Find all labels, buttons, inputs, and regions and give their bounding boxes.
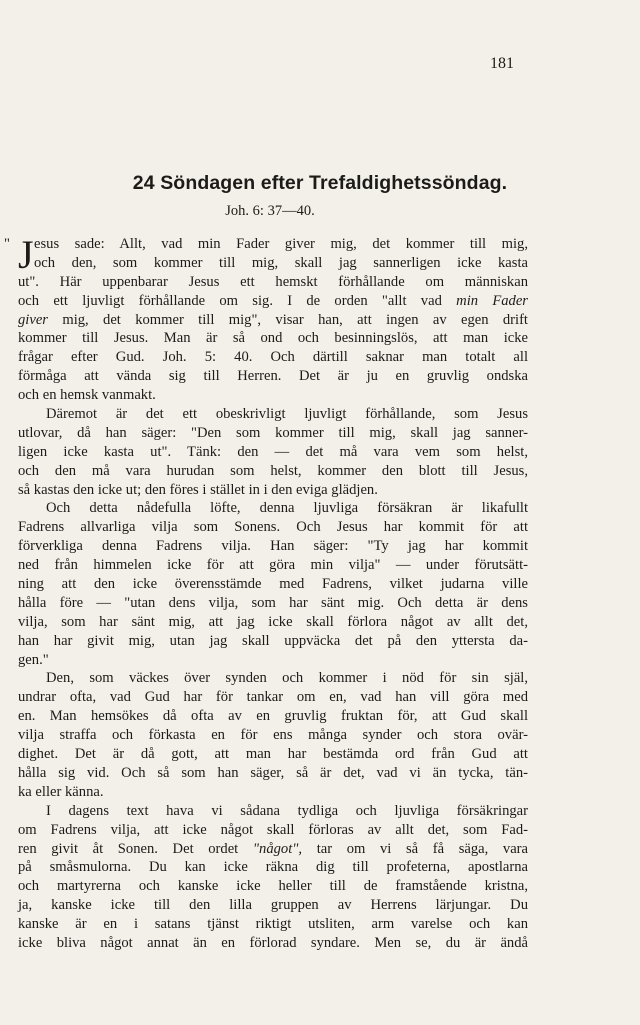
text-line: ned från himmelen icke för att göra min vilja" — under förutsätt- xyxy=(18,557,528,574)
text-segment: tar om vi så få säga, vara xyxy=(316,840,529,857)
text-line: om Fadrens vilja, att icke något skall förloras av allt det, som Fad- xyxy=(18,821,528,838)
text-line: frågar efter Gud. Joh. 5: 40. Och därtill saknar man totalt all xyxy=(18,349,528,366)
sermon-body xyxy=(4,232,529,953)
text-line: kanske är en i satans tjänst riktigt utsliten, arm varelse och kan xyxy=(18,916,528,933)
scripture-reference: Joh. 6: 37—40. xyxy=(225,203,315,219)
text-line: han har givit mig, utan jag skall uppväcka det på den yttersta da- xyxy=(18,632,528,649)
text-line xyxy=(18,311,528,330)
text-line: Den, som väckes över synden och kommer i nöd för sin själ, xyxy=(46,670,528,687)
text-line: dighet. Det är då gott, att man har bestämda ord från Gud att xyxy=(18,746,528,763)
paragraph-5 xyxy=(18,802,528,953)
text-line: ka eller känna. xyxy=(18,783,104,800)
text-line: hålla före — "utan dens vilja, som har sänt mig. Och detta är dens xyxy=(18,594,528,611)
text-line: hålla sig vid. Och så som han säger, så är det, vad vi än tycka, tän- xyxy=(18,764,528,781)
text-segment: mig, det kommer till mig", visar han, att ingen av egen drift xyxy=(62,311,528,328)
text-line: och martyrerna och kanske icke heller till de framstående kristna, xyxy=(18,878,528,895)
text-line: Däremot är det ett obeskrivligt ljuvligt förhållande, som Jesus xyxy=(46,406,528,423)
text-line: förmåga att vända sig till Herren. Det är ju en gruvlig ondska xyxy=(18,368,528,385)
text-line: Fadrens allvarliga vilja som Sonens. Och Jesus har kommit för att xyxy=(18,519,528,536)
text-line xyxy=(18,292,528,311)
text-line xyxy=(18,840,528,859)
text-line: och den, som kommer till mig, skall jag sannerligen icke kasta xyxy=(34,254,528,271)
drop-cap: J xyxy=(18,232,34,277)
text-line: på småsmulorna. Du kan icke räkna dig till profeterna, apostlarna xyxy=(18,859,528,876)
opening-quote: " xyxy=(4,236,10,252)
text-line: utlovar, då han säger: "Den som kommer till mig, skall jag sanner- xyxy=(18,424,528,441)
text-line: Och detta nådefulla löfte, denna ljuvliga försäkran är likafullt xyxy=(46,500,528,517)
text-line: kommer till Jesus. Man är så ond och besinningslös, att man icke xyxy=(18,330,528,347)
page-number: 181 xyxy=(490,55,514,72)
text-line: vilja, som har sänt mig, att jag icke skall förlora något av allt det, xyxy=(18,613,528,630)
emphasis: min Fader xyxy=(456,292,528,309)
paragraph-4 xyxy=(18,669,528,801)
text-line: gen." xyxy=(18,651,49,668)
text-line: förverkliga denna Fadrens vilja. Han säger: "Ty jag har kommit xyxy=(18,538,528,555)
text-line: esus sade: Allt, vad min Fader giver mig, det kommer till mig, xyxy=(34,236,528,252)
text-line: I dagens text hava vi sådana tydliga och ljuvliga försäkringar xyxy=(46,802,528,819)
sermon-title: 24 Söndagen efter Trefaldighetssöndag. xyxy=(132,172,508,194)
text-line: vilja straffa och förkasta en för ens många synder och stora ovär- xyxy=(18,727,528,744)
paragraph-1 xyxy=(4,232,528,405)
text-line: och en hemsk vanmakt. xyxy=(18,387,156,404)
text-line: ligen icke kasta ut". Tänk: den — det må vara vem som helst, xyxy=(18,443,528,460)
text-line: så kastas den icke ut; den föres i stället in i den eviga glädjen. xyxy=(18,481,378,498)
text-line: undrar ofta, vad Gud har för tankar om en, vad han vill göra med xyxy=(18,689,528,706)
text-line: och den må vara hurudan som helst, kommer den blott till Jesus, xyxy=(18,462,528,479)
paragraph-2 xyxy=(18,405,528,499)
text-line: icke bliva något annat än en förlorad syndare. Men se, du är ändå xyxy=(18,934,528,951)
text-segment: och ett ljuvligt förhållande om sig. I de orden "allt vad xyxy=(18,292,442,309)
text-line: en. Man hemsökes då ofta av en gruvlig fruktan för, att Gud skall xyxy=(18,708,528,725)
text-segment: ren givit åt Sonen. Det ordet xyxy=(18,840,239,857)
text-line: ja, kanske icke till den lilla gruppen av Herrens lärjungar. Du xyxy=(18,897,528,914)
emphasis: giver xyxy=(18,311,48,328)
paragraph-3 xyxy=(18,499,528,669)
emphasis: "något", xyxy=(252,840,303,857)
text-line: ut". Här uppenbarar Jesus ett hemskt förhållande om människan xyxy=(18,273,528,290)
text-line: ning att den icke överensstämde med Fadrens, vilket judarna ville xyxy=(18,576,528,593)
